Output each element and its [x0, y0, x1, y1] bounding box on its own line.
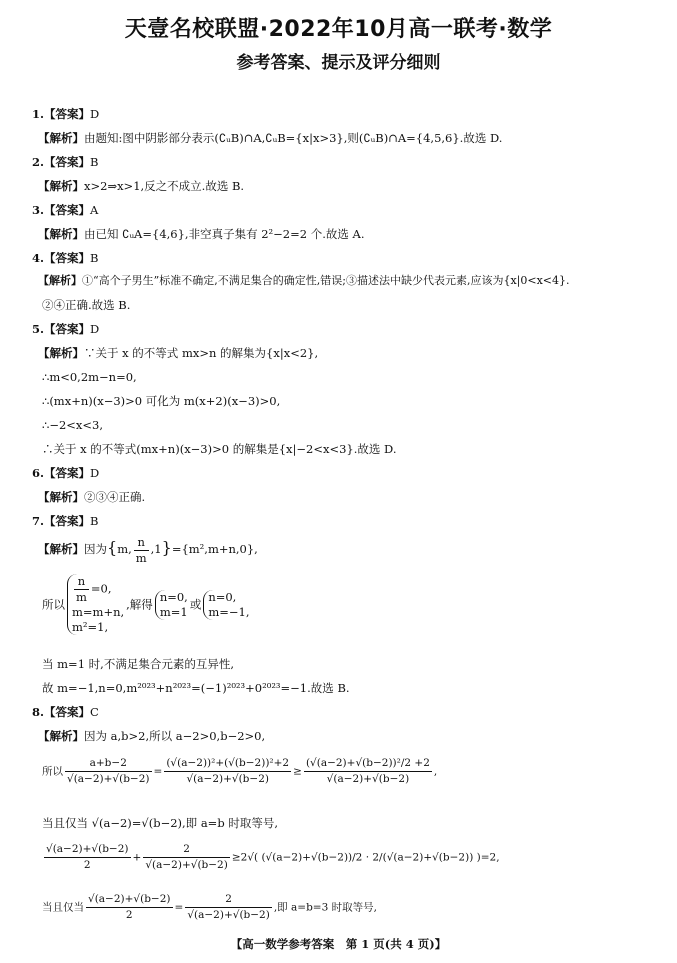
question-5-answer: 5.【答案】D [32, 322, 100, 336]
equation-system-1: $\frac{n}{m}$ =0, m=m+n, m²=1, [67, 574, 124, 635]
question-4-answer: 4.【答案】B [32, 251, 99, 265]
question-8-inequality-2: $\frac{√(a-2)+√(b-2)}{2}$ + $\frac{2}{√(a-2)+√(b-2)}$ ≥2√( (√(a−2)+√(b−2))/2 · 2/(√(a−2)+√(b−2)) )=2, [46, 843, 500, 871]
question-7-analysis: 【解析】因为{m, $\frac{n}{m}$ ,1}={m²,m+n,0}, [38, 534, 258, 565]
page-footer: 【高一数学参考答案 第 1 页(共 4 页)】 [230, 937, 447, 951]
question-1-analysis: 【解析】由题知:图中阴影部分表示(∁ᵤB)∩A,∁ᵤB={x|x>3},则(∁ᵤB)∩A={4,5,6}.故选 D. [38, 131, 503, 145]
question-7-system: 所以 $\frac{n}{m}$ =0, m=m+n, m²=1, ,解得 n=0, m=1 或 n=0, m=−1, [42, 574, 250, 634]
question-3-answer: 3.【答案】A [32, 203, 99, 217]
question-8-inequality-1: 所以 $\frac{a+b-2}{√(a-2)+√(b-2)}$ = $\frac{\text{(√(a−2))²+(√(b−2))²+2}}{√(a-2)+√(b-2)}$ ≥ $\frac{\text{(√(a−2)+√(b−2))²/2 +2}}{√(a-2)+√(b-2)}$ , [42, 757, 438, 785]
equation-system-3: n=0, m=−1, [203, 590, 249, 620]
equation-system-2: n=0, m=1 [155, 590, 188, 620]
fraction-n-over-m: $\frac{n}{m}$ [135, 534, 147, 565]
page-subtitle: 参考答案、提示及评分细则 [236, 53, 441, 73]
question-5-line-4: ∴−2<x<3, [42, 418, 103, 432]
page-title: 天壹名校联盟·2022年10月高一联考·数学 [124, 17, 553, 42]
question-7-line-4: 故 m=−1,n=0,m²⁰²³+n²⁰²³=(−1)²⁰²³+0²⁰²³=−1.故选 B. [42, 681, 350, 695]
question-5-analysis: 【解析】∵关于 x 的不等式 mx>n 的解集为{x|x<2}, [38, 346, 319, 360]
question-5-line-5: ∴关于 x 的不等式(mx+n)(x−3)>0 的解集是{x|−2<x<3}.故选 D. [42, 442, 397, 456]
question-8-line-3: 当且仅当 √(a−2)=√(b−2),即 a=b 时取等号, [42, 816, 278, 830]
question-5-line-3: ∴(mx+n)(x−3)>0 可化为 m(x+2)(x−3)>0, [42, 394, 281, 408]
question-4-analysis-cont: ②④正确.故选 B. [42, 298, 131, 312]
question-8-line-5: 当且仅当 $\frac{√(a-2)+√(b-2)}{2}$ = $\frac{2}{√(a-2)+√(b-2)}$ ,即 a=b=3 时取等号, [42, 893, 377, 921]
question-8-answer: 8.【答案】C [32, 705, 99, 719]
question-8-analysis: 【解析】因为 a,b>2,所以 a−2>0,b−2>0, [38, 729, 266, 743]
question-2-answer: 2.【答案】B [32, 155, 99, 169]
question-2-analysis: 【解析】x>2⇒x>1,反之不成立.故选 B. [38, 179, 245, 193]
question-6-answer: 6.【答案】D [32, 466, 100, 480]
question-7-line-3: 当 m=1 时,不满足集合元素的互异性, [42, 657, 234, 671]
question-3-analysis: 【解析】由已知 ∁ᵤA={4,6},非空真子集有 2²−2=2 个.故选 A. [38, 227, 365, 241]
question-6-analysis: 【解析】②③④正确. [38, 490, 146, 504]
question-7-answer: 7.【答案】B [32, 514, 99, 528]
question-4-analysis: 【解析】①“高个子男生”标准不确定,不满足集合的确定性,错误;③描述法中缺少代表元素,应该为{x|0<x<4}. [38, 274, 570, 287]
question-1-answer: 1.【答案】D [32, 107, 100, 121]
question-5-line-2: ∴m<0,2m−n=0, [42, 370, 137, 384]
